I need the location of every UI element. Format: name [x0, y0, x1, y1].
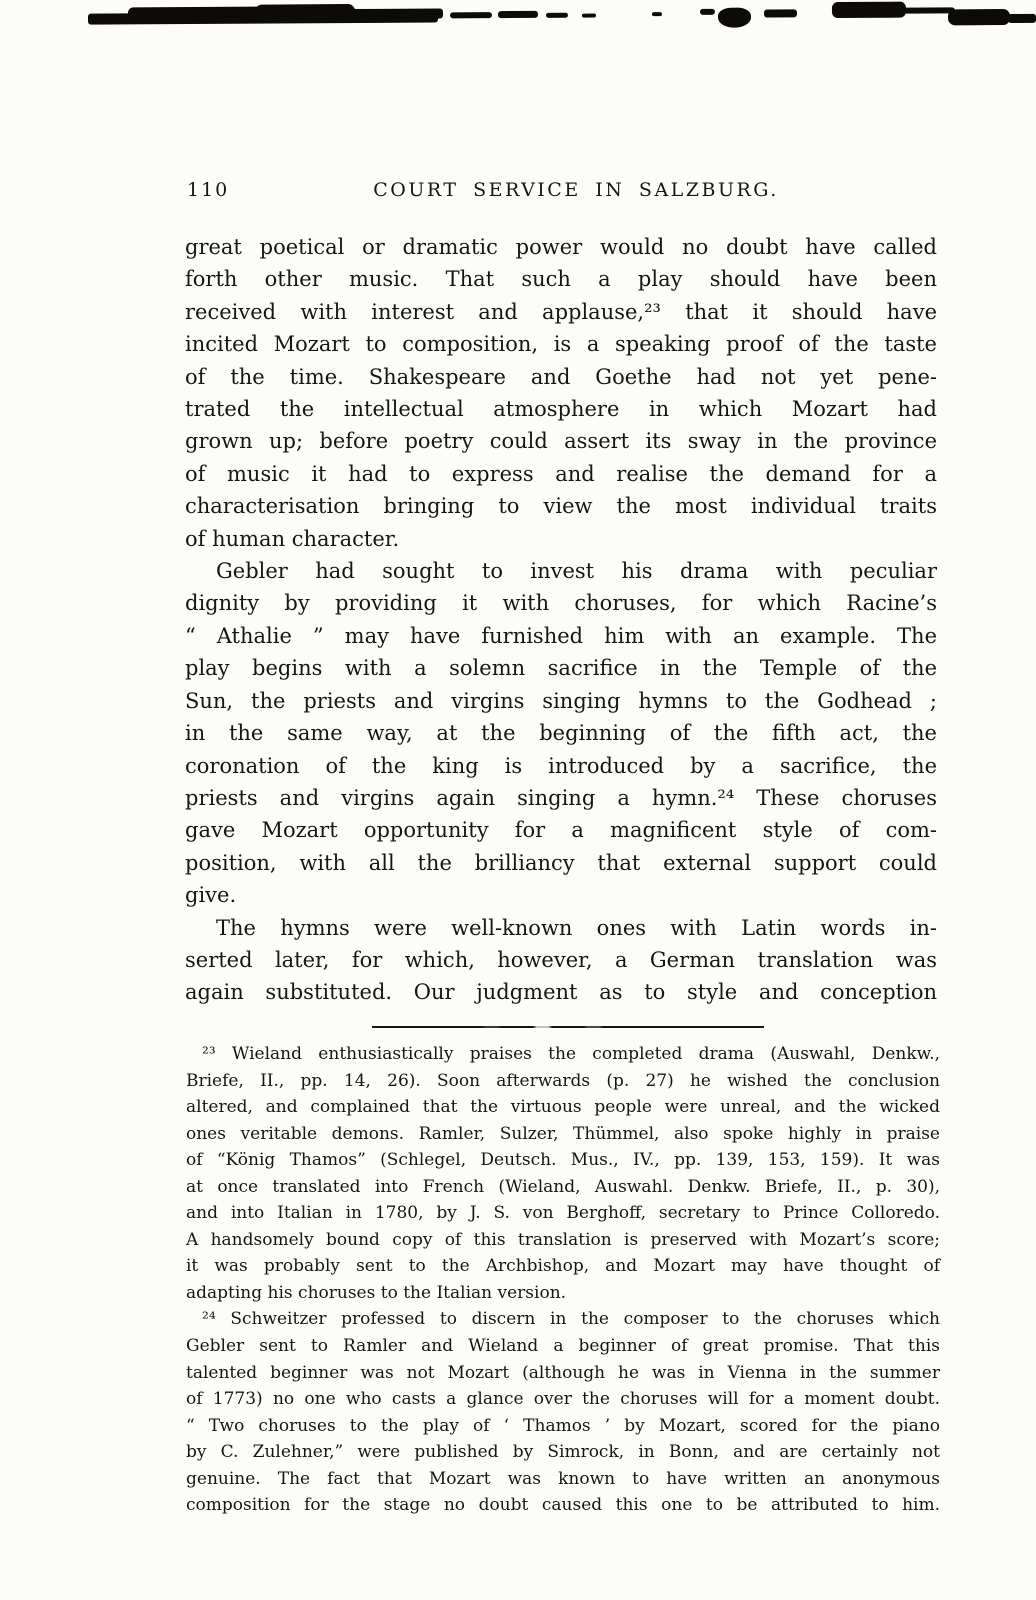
ink-smudge: [832, 2, 906, 18]
body-text: [185, 231, 937, 1009]
ink-smudge: [498, 11, 538, 18]
text-line: it was probably sent to the Archbishop, and Mozart may have thought of: [186, 1256, 940, 1277]
ink-smudge: [450, 12, 492, 18]
text-line: play begins with a solemn sacrifice in the Temple of the: [185, 656, 937, 681]
text-line: genuine. The fact that Mozart was known to have written an anonymous: [186, 1468, 940, 1489]
text-line: of “König Thamos” (Schlegel, Deutsch. Mus., IV., pp. 139, 153, 159). It was: [186, 1150, 940, 1171]
footnote-divider: [372, 1026, 764, 1028]
paragraph: [185, 912, 937, 1009]
text-line: “ Athalie ” may have furnished him with an example. The: [185, 623, 937, 648]
scan-artifact-top: [0, 0, 1036, 37]
text-line: ²³ Wieland enthusiastically praises the completed drama (Auswahl, Denkw.,: [202, 1044, 940, 1064]
text-line: grown up; before poetry could assert its sway in the province: [185, 429, 937, 454]
text-line: forth other music. That such a play should have been: [185, 267, 937, 292]
paragraph: [185, 231, 937, 555]
text-line: coronation of the king is introduced by a sacrifice, the: [185, 753, 937, 778]
text-line: and into Italian in 1780, by J. S. von Berghoff, secretary to Prince Colloredo.: [186, 1203, 940, 1224]
ink-smudge: [700, 9, 715, 15]
text-line: Gebler sent to Ramler and Wieland a beginner of great promise. That this: [186, 1336, 940, 1357]
text-line: Briefe, II., pp. 14, 26). Soon afterwards (p. 27) he wished the conclusion: [186, 1070, 940, 1091]
ink-smudge: [1008, 14, 1036, 23]
paragraph: [185, 555, 937, 911]
running-title: COURT SERVICE IN SALZBURG.: [373, 179, 779, 201]
ink-smudge: [764, 9, 797, 17]
text-line: “ Two choruses to the play of ‘ Thamos ’ by Mozart, scored for the piano: [186, 1415, 940, 1436]
text-line: Sun, the priests and virgins singing hymns to the Godhead ;: [185, 688, 937, 713]
text-line: The hymns were well-known ones with Latin words in-: [216, 915, 937, 940]
ink-smudge: [255, 4, 355, 20]
text-line: received with interest and applause,²³ that it should have: [185, 299, 937, 324]
text-line: altered, and complained that the virtuous people were unreal, and the wicked: [186, 1097, 940, 1118]
ink-smudge: [903, 7, 955, 13]
text-line: priests and virgins again singing a hymn.²⁴ These choruses: [185, 785, 937, 810]
text-line: ²⁴ Schweitzer professed to discern in the composer to the choruses which: [202, 1309, 940, 1330]
ink-smudge: [652, 12, 662, 16]
text-line: great poetical or dramatic power would no doubt have called: [185, 235, 937, 259]
text-line: composition for the stage no doubt caused this one to be attributed to him.: [186, 1495, 940, 1516]
text-line: by C. Zulehner,” were published by Simrock, in Bonn, and are certainly not: [186, 1442, 940, 1463]
page-number: 110: [187, 179, 230, 201]
text-line: in the same way, at the beginning of the fifth act, the: [185, 721, 937, 746]
text-line: of human character.: [185, 526, 400, 551]
text-line: incited Mozart to composition, is a speaking proof of the taste: [185, 332, 937, 357]
footnote-23: [186, 1041, 940, 1306]
ink-smudge: [582, 14, 596, 18]
ink-smudge: [546, 13, 568, 18]
text-line: trated the intellectual atmosphere in which Mozart had: [185, 397, 937, 422]
text-line: talented beginner was not Mozart (although he was in Vienna in the summer: [186, 1362, 940, 1383]
ink-smudge: [718, 8, 751, 28]
footnote-24: [186, 1306, 940, 1518]
text-line: Gebler had sought to invest his drama with peculiar: [216, 559, 937, 584]
text-line: characterisation bringing to view the most individual traits: [185, 494, 937, 519]
text-line: gave Mozart opportunity for a magnificent style of com-: [185, 818, 937, 843]
text-line: dignity by providing it with choruses, for which Racine’s: [185, 591, 937, 616]
text-line: A handsomely bound copy of this translation is preserved with Mozart’s score;: [186, 1229, 940, 1250]
text-line: adapting his choruses to the Italian version.: [186, 1282, 567, 1303]
text-line: position, with all the brilliancy that external support could: [185, 850, 937, 875]
page-header: [185, 178, 937, 204]
footnotes-section: [186, 1041, 940, 1519]
text-line: give.: [185, 883, 237, 908]
ink-smudge: [348, 8, 443, 19]
text-line: of 1773) no one who casts a glance over the choruses will for a moment doubt.: [186, 1389, 940, 1410]
text-line: serted later, for which, however, a German translation was: [185, 947, 937, 972]
text-line: of music it had to express and realise the demand for a: [185, 461, 937, 486]
ink-smudge: [948, 9, 1010, 25]
text-line: of the time. Shakespeare and Goethe had not yet pene-: [185, 364, 937, 389]
text-line: ones veritable demons. Ramler, Sulzer, Thümmel, also spoke highly in praise: [186, 1123, 940, 1144]
text-line: at once translated into French (Wieland, Auswahl. Denkw. Briefe, II., p. 30),: [186, 1176, 940, 1197]
text-line: again substituted. Our judgment as to style and conception: [185, 980, 937, 1005]
